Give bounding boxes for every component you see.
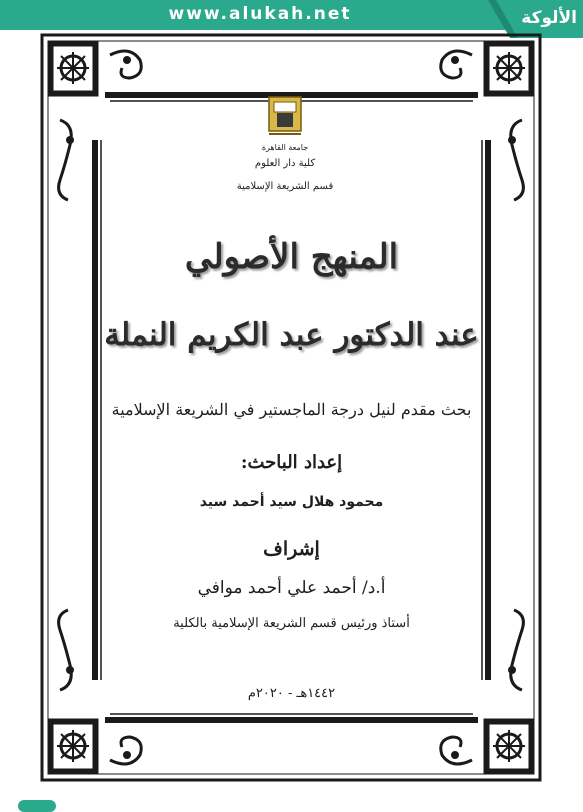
university-emblem-icon bbox=[268, 96, 302, 142]
thesis-title-line1: المنهج الأصولي bbox=[184, 237, 399, 277]
swirl-bottom-right bbox=[441, 737, 472, 764]
site-url-link[interactable]: www.alukah.net bbox=[168, 4, 352, 24]
swirl-top-right bbox=[441, 51, 472, 78]
bottom-strip bbox=[0, 795, 583, 809]
corner-ornament-bottom-left bbox=[48, 719, 98, 774]
supervision-label: إشراف bbox=[263, 538, 320, 560]
prepared-by-label: إعداد الباحث: bbox=[240, 452, 343, 473]
footer-logo-fragment bbox=[18, 800, 56, 812]
corner-ornament-top-right bbox=[484, 41, 534, 96]
thesis-title-line2: عند الدكتور عبد الكريم النملة bbox=[104, 317, 479, 353]
supervisor-role: أستاذ ورئيس قسم الشريعة الإسلامية بالكلية bbox=[173, 616, 410, 631]
corner-ornament-top-left bbox=[48, 41, 98, 96]
swirl-right-top bbox=[511, 120, 524, 200]
corner-ornament-bottom-right bbox=[484, 719, 534, 774]
department-name: قسم الشريعة الإسلامية bbox=[236, 181, 334, 192]
logo-caption: جامعة القاهرة bbox=[261, 143, 309, 152]
thesis-subtitle: بحث مقدم لنيل درجة الماجستير في الشريعة الإسلامية bbox=[111, 400, 472, 419]
thesis-date: ١٤٤٢هـ - ٢٠٢٠م bbox=[247, 686, 336, 701]
author-name: محمود هلال سيد أحمد سيد bbox=[199, 494, 384, 510]
college-name: كلية دار العلوم bbox=[254, 158, 316, 169]
supervisor-name: أ.د/ أحمد علي أحمد موافي bbox=[197, 578, 386, 598]
swirl-top-left bbox=[110, 51, 141, 78]
swirl-bottom-left bbox=[110, 737, 141, 764]
swirl-left-top bbox=[59, 120, 72, 200]
alukah-logo-text: الألوكة bbox=[521, 8, 577, 28]
